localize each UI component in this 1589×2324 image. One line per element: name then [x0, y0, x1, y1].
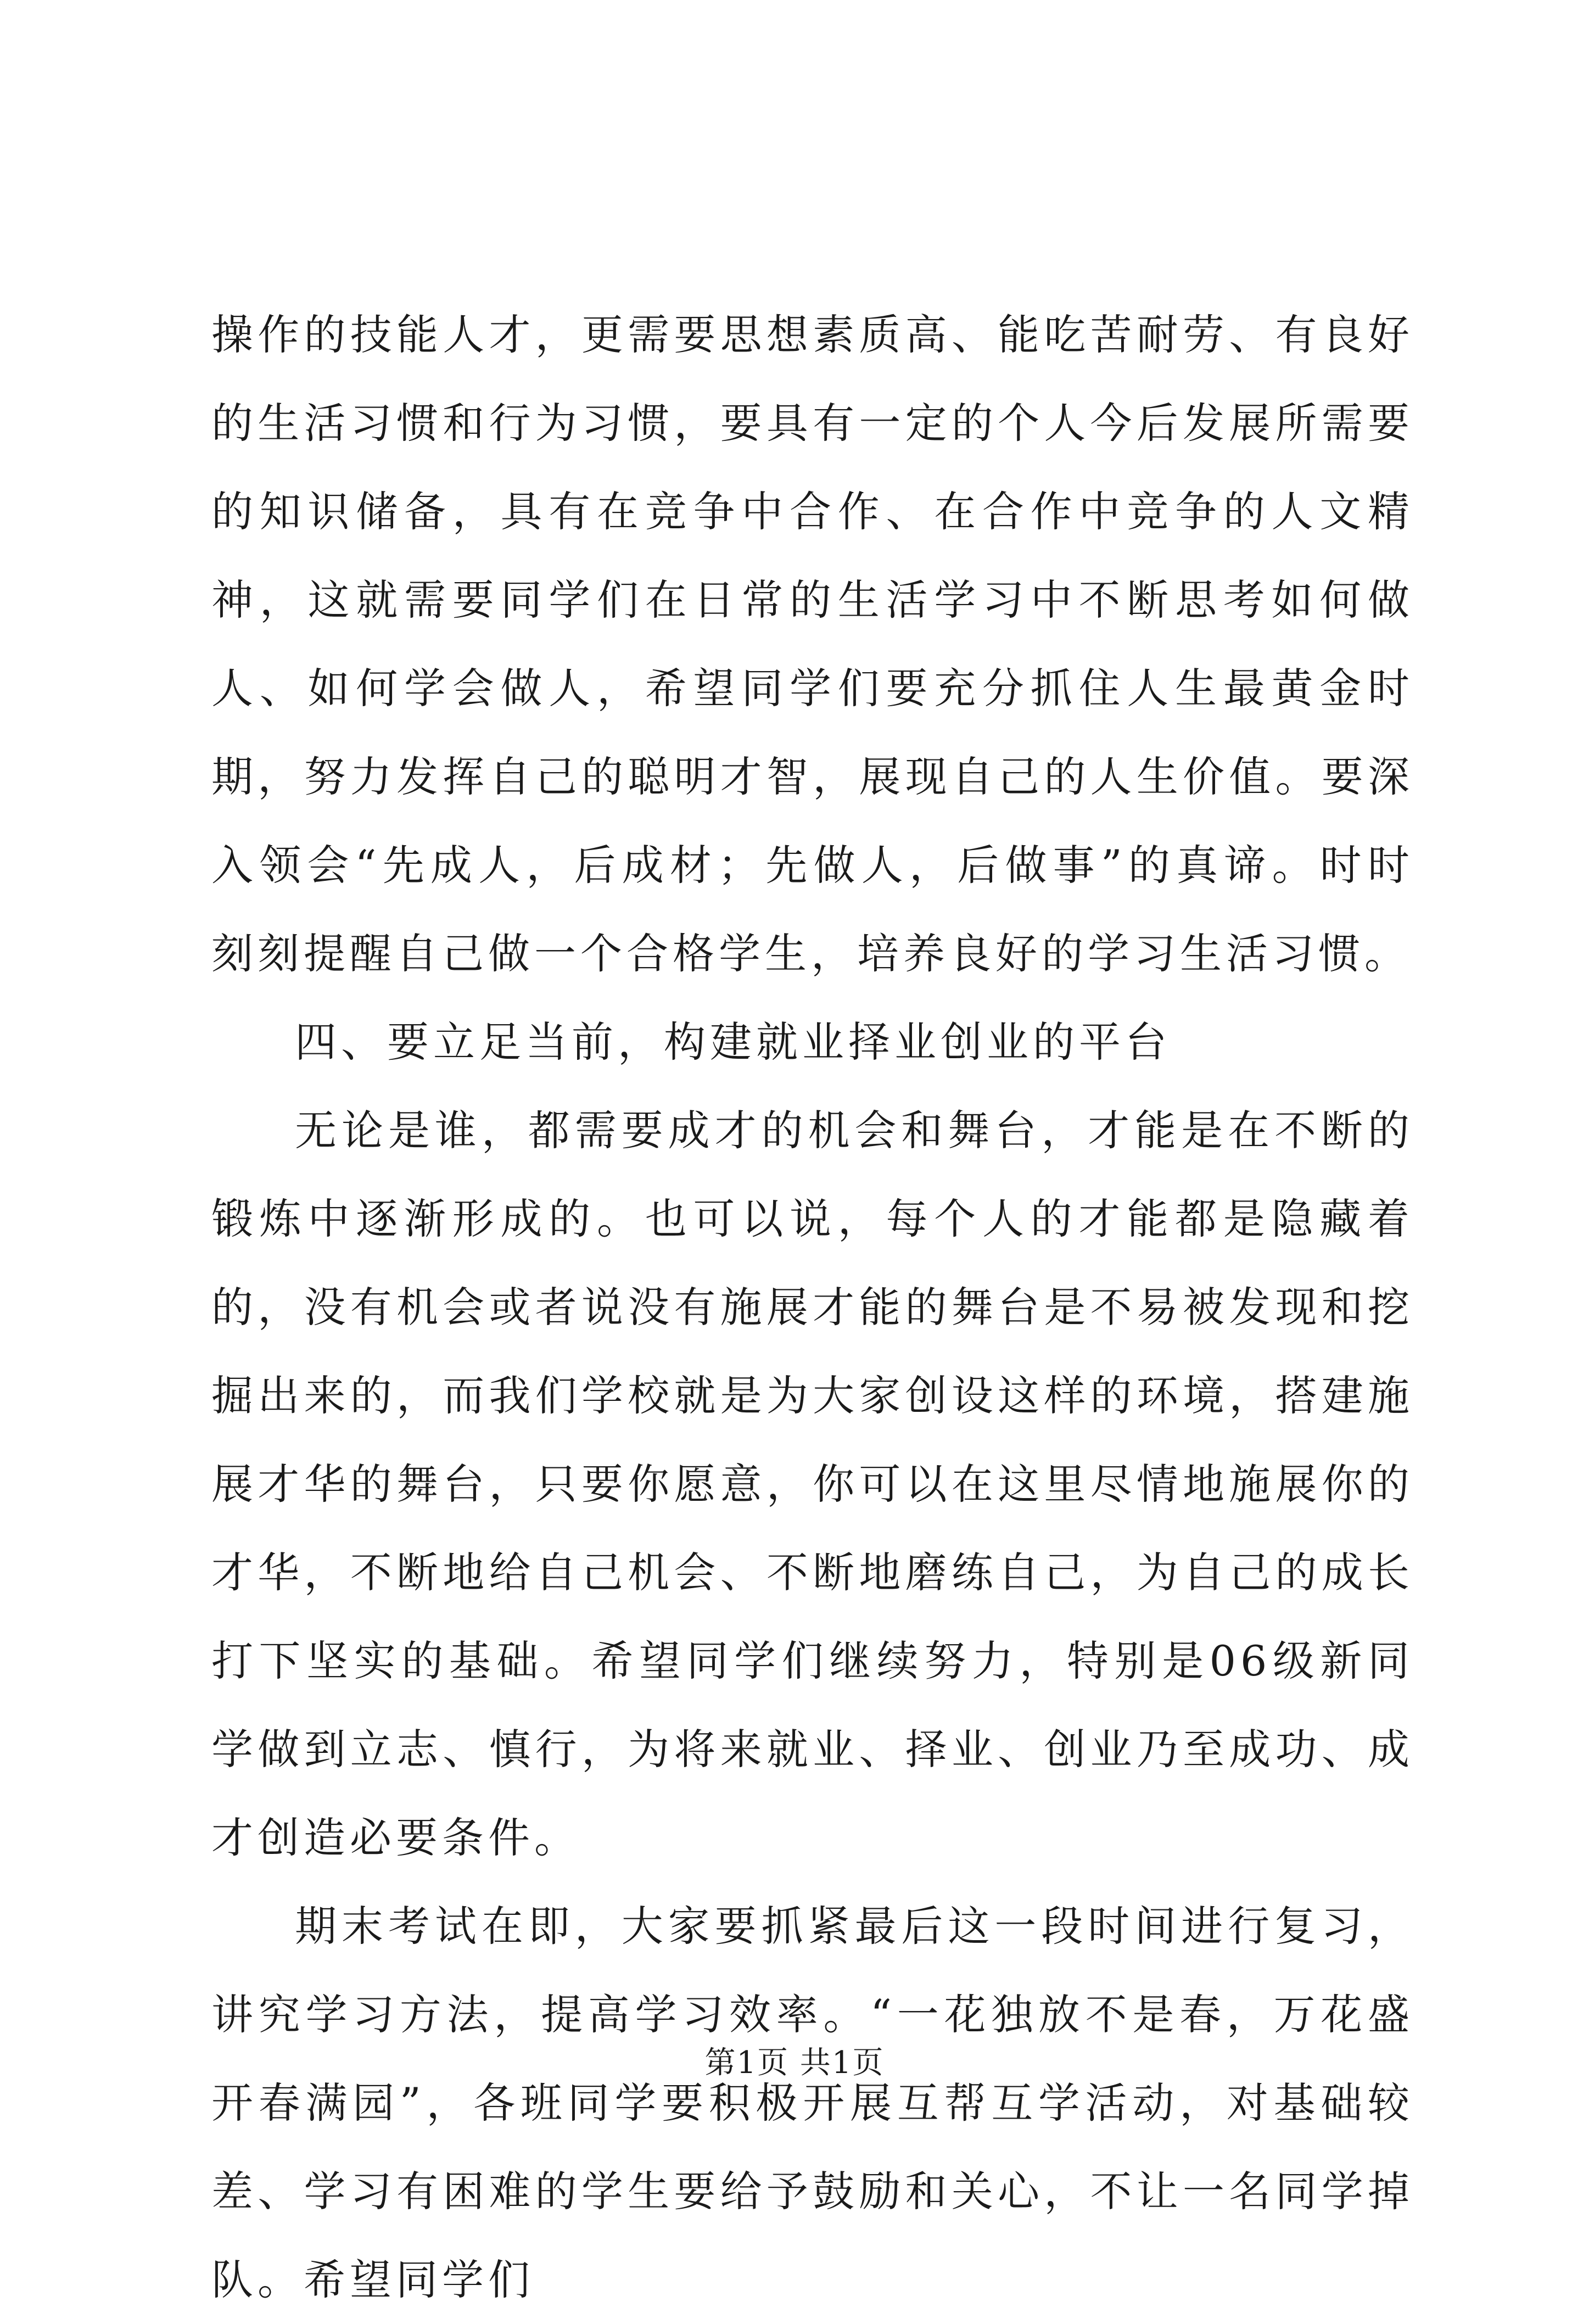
- page-footer: 第1页 共1页: [704, 2045, 885, 2081]
- paragraph-continuation: 操作的技能人才，更需要思想素质高、能吃苦耐劳、有良好的生活习惯和行为习惯，要具有一定的个人今后发展所需要的知识储备，具有在竞争中合作、在合作中竞争的人文精神，这就需要同学们在日常的生活学习中不断思考如何做人、如何学会做人，希望同学们要充分抓住人生最黄金时期，努力发挥自己的聪明才智，展现自己的人生价值。要深入领会“先成人，后成材；先做人，后做事”的真谛。时时刻刻提醒自己做一个合格学生，培养良好的学习生活习惯。: [211, 310, 1414, 978]
- section-heading: 四、要立足当前，构建就业择业创业的平台: [295, 1018, 1171, 1066]
- body-text: [211, 290, 1414, 2324]
- paragraph: 无论是谁，都需要成才的机会和舞台，才能是在不断的锻炼中逐渐形成的。也可以说，每个人的才能都是隐藏着的，没有机会或者说没有施展才能的舞台是不易被发现和挖掘出来的，而我们学校就是为大家创设这样的环境，搭建施展才华的舞台，只要你愿意，你可以在这里尽情地施展你的才华，不断地给自己机会、不断地磨练自己，为自己的成长打下坚实的基础。希望同学们继续努力，特别是06级新同学做到立志、慎行，为将来就业、择业、创业乃至成功、成才创造必要条件。: [211, 1106, 1414, 1862]
- paragraph: 期末考试在即，大家要抓紧最后这一段时间进行复习，讲究学习方法，提高学习效率。“一花独放不是春，万花盛开春满园”，各班同学要积极开展互帮互学活动，对基础较差、学习有困难的学生要给予鼓励和关心，不让一名同学掉队。希望同学们: [211, 1902, 1414, 2304]
